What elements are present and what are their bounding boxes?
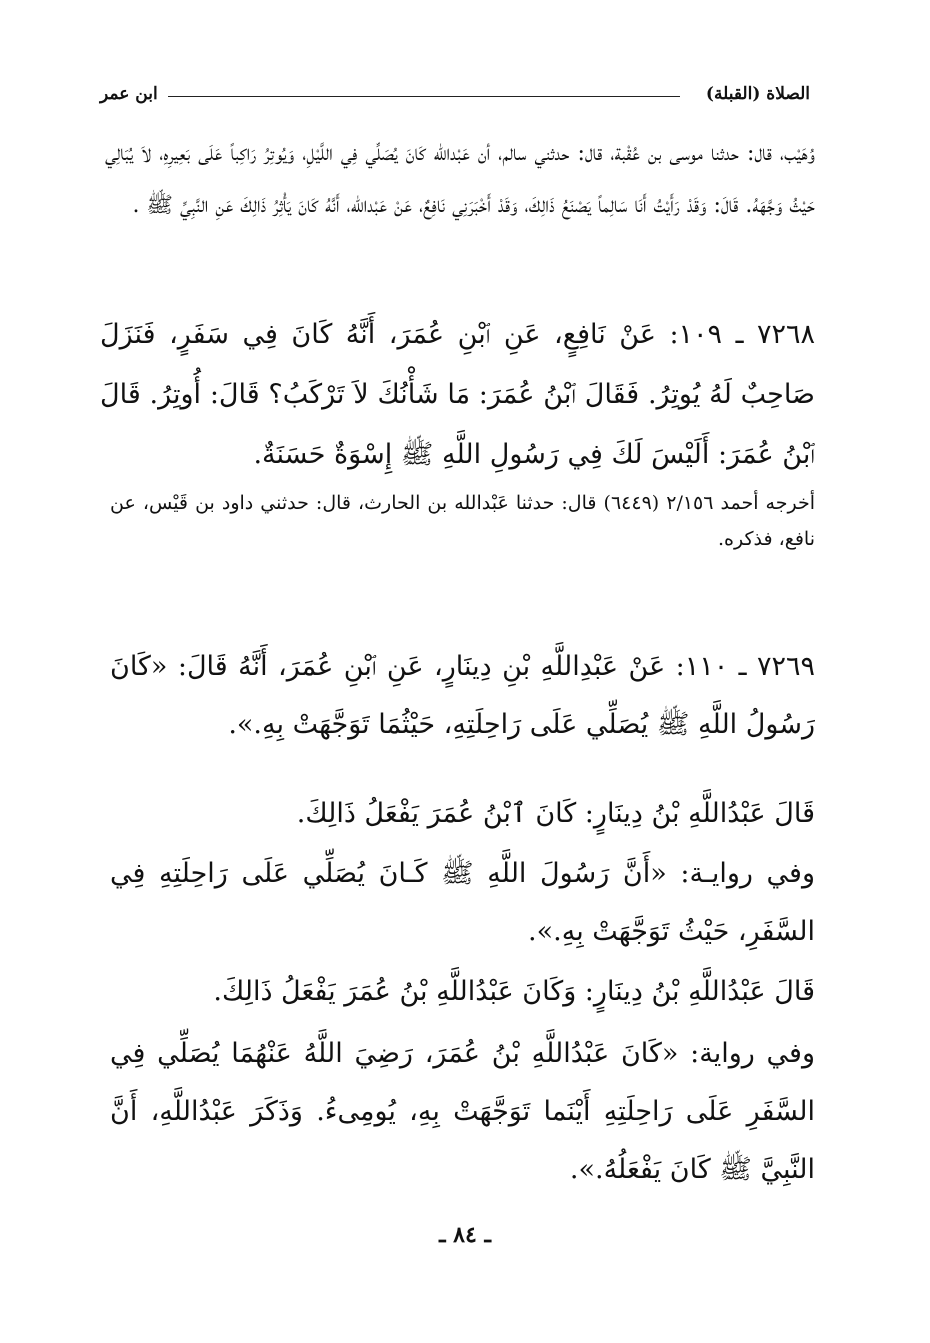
riwaya-2: وفي رواية: «كَانَ عَبْدُاللَّهِ بْنُ عُمَرَ، رَضِيَ اللَّهُ عَنْهُمَا يُصَلِّي فِي السَّفَرِ عَلَى رَاحِلَتِهِ أَيْنَما تَوَجَّهَتْ بِهِ، يُومِىءُ. وَذَكَرَ عَبْدُاللَّهِ، أَنَّ النَّبِيَّ ﷺ كَانَ يَفْعَلُهُ.». [110,1038,815,1185]
section-title: الصلاة (القبلة) [705,84,810,104]
narrator-title: ابن عمر [100,84,158,104]
page-number: ـ ٨٤ ـ [439,1222,491,1248]
narration-comment-2: قَالَ عَبْدُاللَّهِ بْنُ دِينَارٍ: وَكَانَ عَبْدُاللَّهِ بْنُ عُمَرَ يَفْعَلُ ذَالِكَ. [213,976,815,1007]
running-header [100,78,810,118]
takhrij-note: أخرجه أحمد ٢/١٥٦ (٦٤٤٩) قال: حدثنا عَبْدالله بن الحارث، قال: حدثني داود بن قَيْس، عن نافع، فذكره. [110,492,815,550]
narration-comment-1: قَالَ عَبْدُاللَّهِ بْنُ دِينَارٍ: كَانَ ٱبْنُ عُمَرَ يَفْعَلُ ذَالِكَ. [296,798,815,829]
paragraph-continuation: وُهَيْب، قال: حدثنا موسى بن عُقْبة، قال: حدثني سالم، أن عَبْدالله كَانَ يُصَلِّي فِي اللَّيْلِ، وَيُوتِرُ رَاكِباً عَلَى بَعِيرِهِ، لاَ يُبَالِي حَيْثُ وَجَّهَهُ. قَالَ: وَقَدْ رَأَيْتُ أَنَا سَالِماً يَصْنَعُ ذَالِكَ، وَقَدْ أَخْبَرَنِي نَافِعٌ، عَنْ عَبْدالله، أَنَّهُ كَانَ يَأْثِرُ ذَالِكَ عَنِ النَّبِيِّ ﷺ . [105,141,816,218]
riwaya-1: وفي روايـة: «أَنَّ رَسُولَ اللَّهِ ﷺ كَـانَ يُصَلِّي عَلَى رَاحِلَتِهِ فِي السَّفَرِ، حَيْثُ تَوَجَّهَتْ بِهِ.». [110,858,815,947]
header-rule [168,96,680,97]
hadith-7269: ٧٢٦٩ ـ ١١٠: عَنْ عَبْدِاللَّهِ بْنِ دِينَارٍ، عَنِ ٱبْنِ عُمَرَ، أَنَّهُ قَالَ: «كَانَ رَسُولُ اللَّهِ ﷺ يُصَلِّي عَلَى رَاحِلَتِهِ، حَيْثُمَا تَوَجَّهَتْ بِهِ.». [110,651,816,740]
hadith-7268: ٧٢٦٨ ـ ١٠٩: عَنْ نَافِعٍ، عَنِ ٱبْنِ عُمَرَ، أَنَّهُ كَانَ فِي سَفَرٍ، فَنَزَلَ صَاحِبٌ لَهُ يُوتِرُ. فَقَالَ ٱبْنُ عُمَرَ: مَا شَأْنُكَ لاَ تَرْكَبُ؟ قَالَ: أُوتِرُ. قَالَ ٱبْنُ عُمَرَ: أَلَيْسَ لَكَ فِي رَسُولِ اللَّهِ ﷺ إِسْوَةٌ حَسَنَةٌ. [100,319,815,470]
